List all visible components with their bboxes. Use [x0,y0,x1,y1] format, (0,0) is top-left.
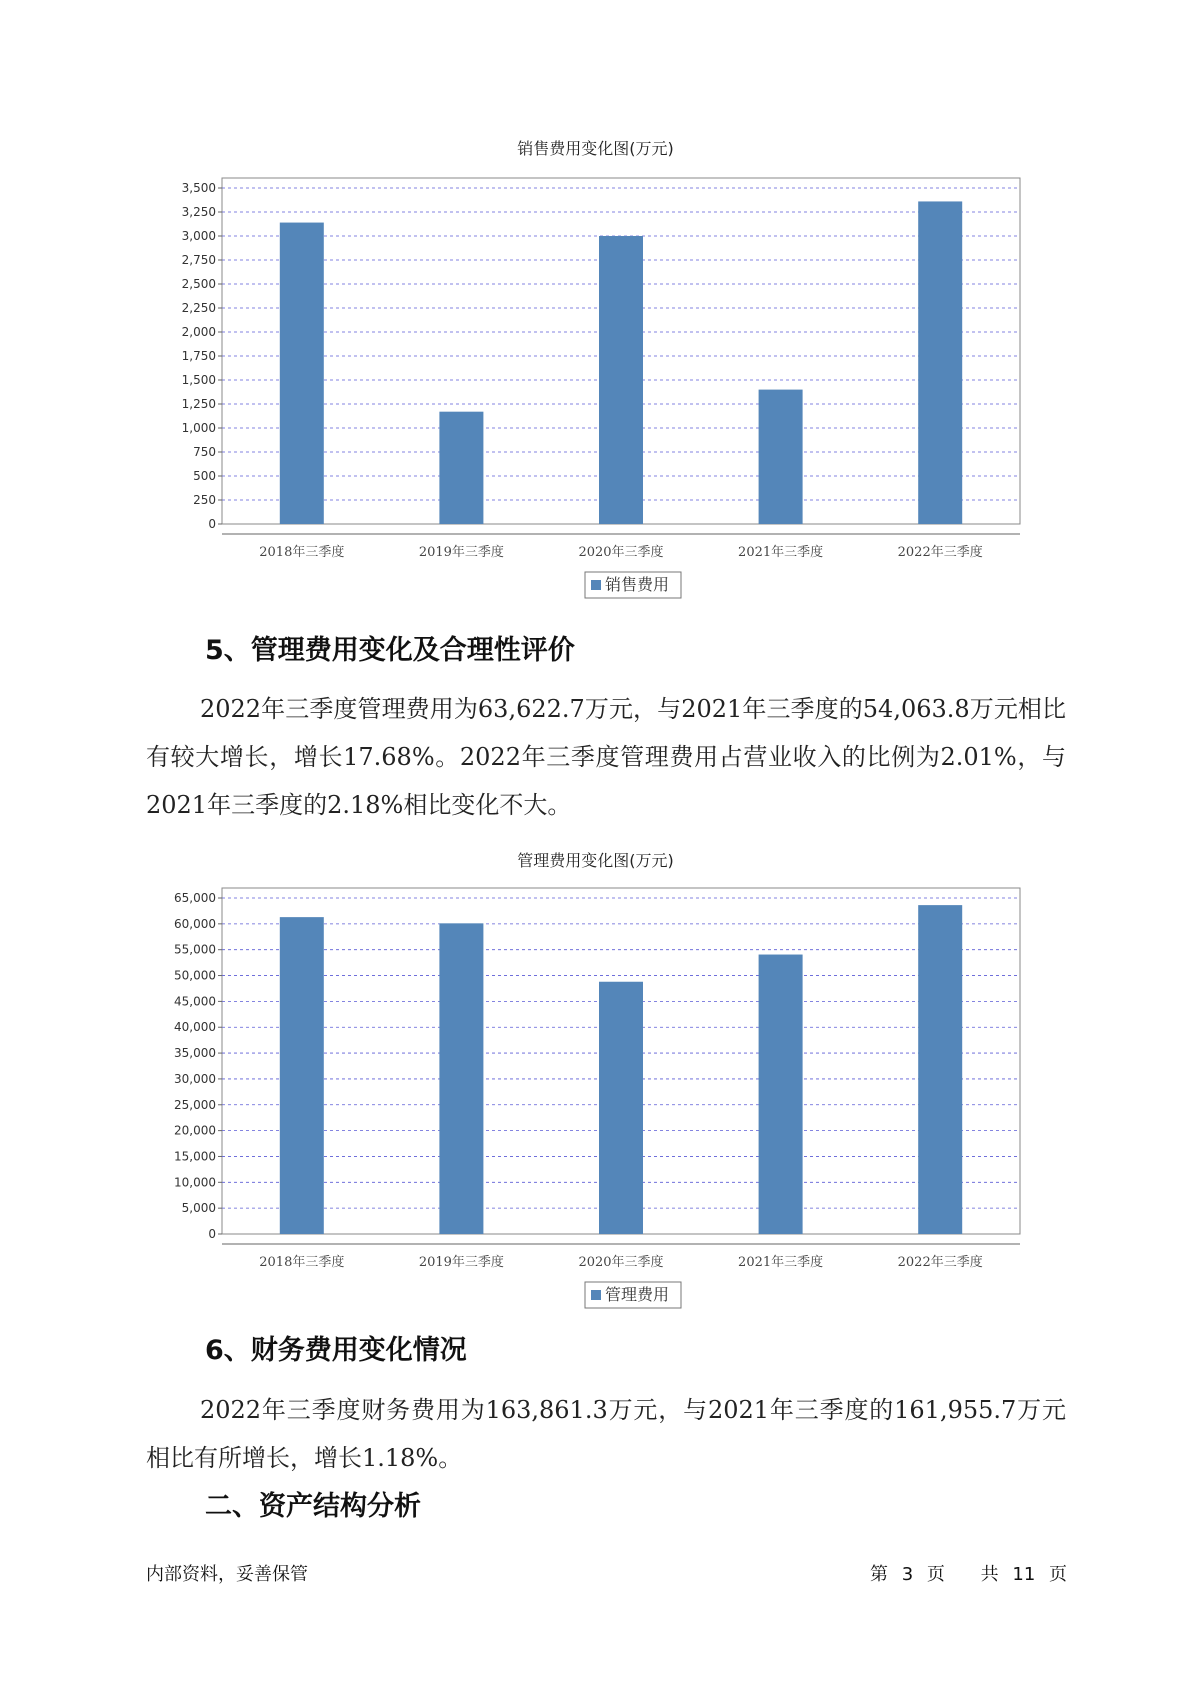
legend-label: 销售费用 [605,575,670,594]
y-tick-label: 3,500 [181,181,216,195]
chart-2-title: 管理费用变化图(万元) [517,851,674,870]
total-unit: 页 [1049,1564,1068,1585]
section-two-heading: 二、资产结构分析 [205,1491,421,1522]
section-5-heading: 5、管理费用变化及合理性评价 [205,635,575,666]
bar-2018年三季度 [280,223,324,524]
page-label: 第 [870,1564,888,1585]
y-tick-label: 2,000 [181,325,216,339]
legend-swatch [591,1290,601,1300]
bar-2018年三季度 [280,917,324,1234]
x-tick-label: 2021年三季度 [738,545,824,560]
y-tick-label: 0 [208,1227,216,1241]
section-6-paragraph: 2022年三季度财务费用为163,861.3万元，与2021年三季度的161,955.7万元相比有所增长，增长1.18%。 [146,1396,1066,1472]
y-tick-label: 1,000 [181,421,216,435]
bar-2019年三季度 [439,923,483,1234]
y-tick-label: 3,000 [181,229,216,243]
x-tick-label: 2020年三季度 [578,545,664,560]
bar-2020年三季度 [599,236,643,524]
y-tick-label: 60,000 [174,916,216,931]
x-tick-label: 2022年三季度 [897,1255,983,1270]
y-tick-label: 20,000 [174,1123,216,1138]
y-tick-label: 50,000 [174,968,216,983]
x-tick-label: 2020年三季度 [578,1255,664,1270]
y-tick-label: 55,000 [174,942,216,957]
x-tick-label: 2021年三季度 [738,1255,824,1270]
y-tick-label: 45,000 [174,994,216,1009]
y-tick-label: 40,000 [174,1020,216,1035]
x-tick-label: 2019年三季度 [418,545,504,560]
bar-2022年三季度 [918,905,962,1234]
y-tick-label: 750 [193,445,216,459]
y-tick-label: 3,250 [181,205,216,219]
y-tick-label: 5,000 [181,1201,216,1216]
chart-1-title: 销售费用变化图(万元) [517,139,674,158]
y-tick-label: 2,500 [181,277,216,291]
y-tick-label: 250 [193,493,216,507]
legend-label: 管理费用 [605,1285,670,1304]
footer-confidential-note: 内部资料，妥善保管 [146,1564,308,1585]
y-tick-label: 15,000 [174,1149,216,1164]
section-6-heading: 6、财务费用变化情况 [205,1335,467,1366]
y-tick-label: 2,750 [181,253,216,267]
y-tick-label: 1,500 [181,373,216,387]
page-number: 3 [901,1564,914,1585]
page-unit: 页 [926,1564,945,1585]
y-tick-label: 35,000 [174,1046,216,1061]
x-tick-label: 2019年三季度 [418,1255,504,1270]
y-tick-label: 65,000 [174,891,216,905]
bar-2022年三季度 [918,201,962,524]
admin-expense-chart [0,870,1191,1304]
sales-expense-chart [0,160,1191,594]
bar-2021年三季度 [759,390,803,524]
y-tick-label: 30,000 [174,1071,216,1086]
y-tick-label: 1,750 [181,349,216,363]
total-pages: 11 [1012,1564,1036,1585]
x-tick-label: 2018年三季度 [259,545,345,560]
y-tick-label: 1,250 [181,397,216,411]
y-tick-label: 2,250 [181,301,216,315]
bar-2019年三季度 [439,412,483,524]
y-tick-label: 25,000 [174,1097,216,1112]
legend-swatch [591,580,601,590]
y-tick-label: 10,000 [174,1175,216,1190]
bar-2021年三季度 [759,955,803,1234]
y-tick-label: 0 [208,517,216,531]
footer-page-indicator [870,1560,1071,1586]
x-tick-label: 2022年三季度 [897,545,983,560]
y-tick-label: 500 [193,469,216,483]
total-label: 共 [980,1564,999,1585]
x-tick-label: 2018年三季度 [259,1255,345,1270]
bar-2020年三季度 [599,982,643,1234]
section-5-paragraph: 2022年三季度管理费用为63,622.7万元，与2021年三季度的54,063.8万元相比有较大增长，增长17.68%。2022年三季度管理费用占营业收入的比例为2.01%，与2021年三季度的2.18%相比变化不大。 [146,695,1066,819]
